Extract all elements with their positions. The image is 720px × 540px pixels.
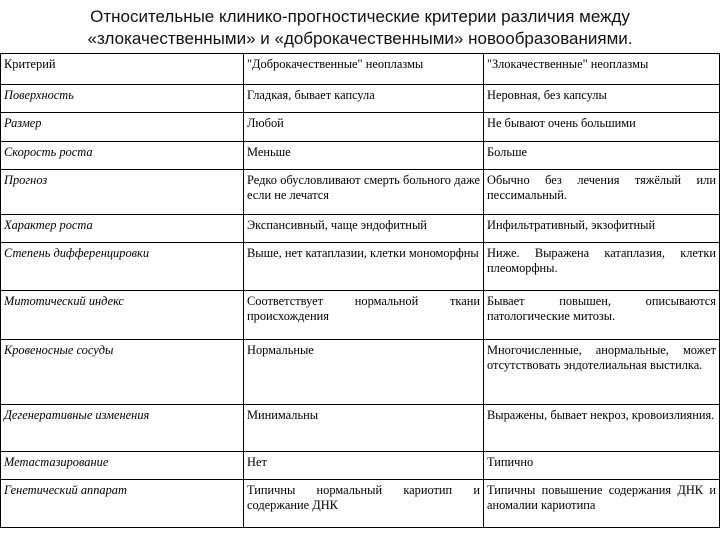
benign-cell: Меньше (244, 142, 484, 170)
benign-cell: Гладкая, бывает капсула (244, 85, 484, 113)
benign-cell: Экспансивный, чаще эндофитный (244, 215, 484, 243)
header-malignant: "Злокачественные" неоплазмы (484, 54, 720, 85)
benign-cell: Нет (244, 452, 484, 480)
table-row (1, 85, 720, 113)
malignant-cell: Неровная, без капсулы (484, 85, 720, 113)
malignant-cell: Бывает повышен, описываются патологические митозы. (484, 291, 720, 340)
malignant-cell: Ниже. Выражена катаплазия, клетки плеоморфны. (484, 243, 720, 291)
page-title (0, 6, 720, 50)
table-row (1, 243, 720, 291)
criterion-cell: Генетический аппарат (1, 480, 244, 528)
malignant-cell: Выражены, бывает некроз, кровоизлияния. (484, 405, 720, 452)
table-row (1, 142, 720, 170)
header-benign: "Доброкачественные" неоплазмы (244, 54, 484, 85)
title-line-2: «злокачественными» и «доброкачественными» новообразованиями. (87, 29, 633, 48)
criterion-cell: Характер роста (1, 215, 244, 243)
criterion-cell: Метастазирование (1, 452, 244, 480)
malignant-cell: Типично (484, 452, 720, 480)
benign-cell: Выше, нет катаплазии, клетки мономорфны (244, 243, 484, 291)
criterion-cell: Поверхность (1, 85, 244, 113)
table-row (1, 215, 720, 243)
table-row (1, 340, 720, 405)
table-row (1, 170, 720, 215)
malignant-cell: Многочисленные, анормальные, может отсутствовать эндотелиальная выстилка. (484, 340, 720, 405)
benign-cell: Редко обусловливают смерть больного даже если не лечатся (244, 170, 484, 215)
header-criterion: Критерий (1, 54, 244, 85)
table-row (1, 452, 720, 480)
malignant-cell: Больше (484, 142, 720, 170)
benign-cell: Любой (244, 113, 484, 142)
table-row (1, 113, 720, 142)
malignant-cell: Типичны повышение содержания ДНК и аномалии кариотипа (484, 480, 720, 528)
malignant-cell: Инфильтративный, экзофитный (484, 215, 720, 243)
table-row (1, 405, 720, 452)
table-row (1, 291, 720, 340)
criterion-cell: Кровеносные сосуды (1, 340, 244, 405)
criterion-cell: Дегенеративные изменения (1, 405, 244, 452)
benign-cell: Типичны нормальный кариотип и содержание ДНК (244, 480, 484, 528)
table-header-row (1, 54, 720, 85)
criterion-cell: Митотический индекс (1, 291, 244, 340)
criterion-cell: Размер (1, 113, 244, 142)
benign-cell: Соответствует нормальной ткани происхождения (244, 291, 484, 340)
table-row (1, 480, 720, 528)
criterion-cell: Прогноз (1, 170, 244, 215)
comparison-table (0, 53, 720, 528)
title-line-1: Относительные клинико-прогностические критерии различия между (90, 7, 630, 26)
criterion-cell: Скорость роста (1, 142, 244, 170)
malignant-cell: Обычно без лечения тяжёлый или пессимальный. (484, 170, 720, 215)
benign-cell: Минимальны (244, 405, 484, 452)
benign-cell: Нормальные (244, 340, 484, 405)
criterion-cell: Степень дифференцировки (1, 243, 244, 291)
malignant-cell: Не бывают очень большими (484, 113, 720, 142)
